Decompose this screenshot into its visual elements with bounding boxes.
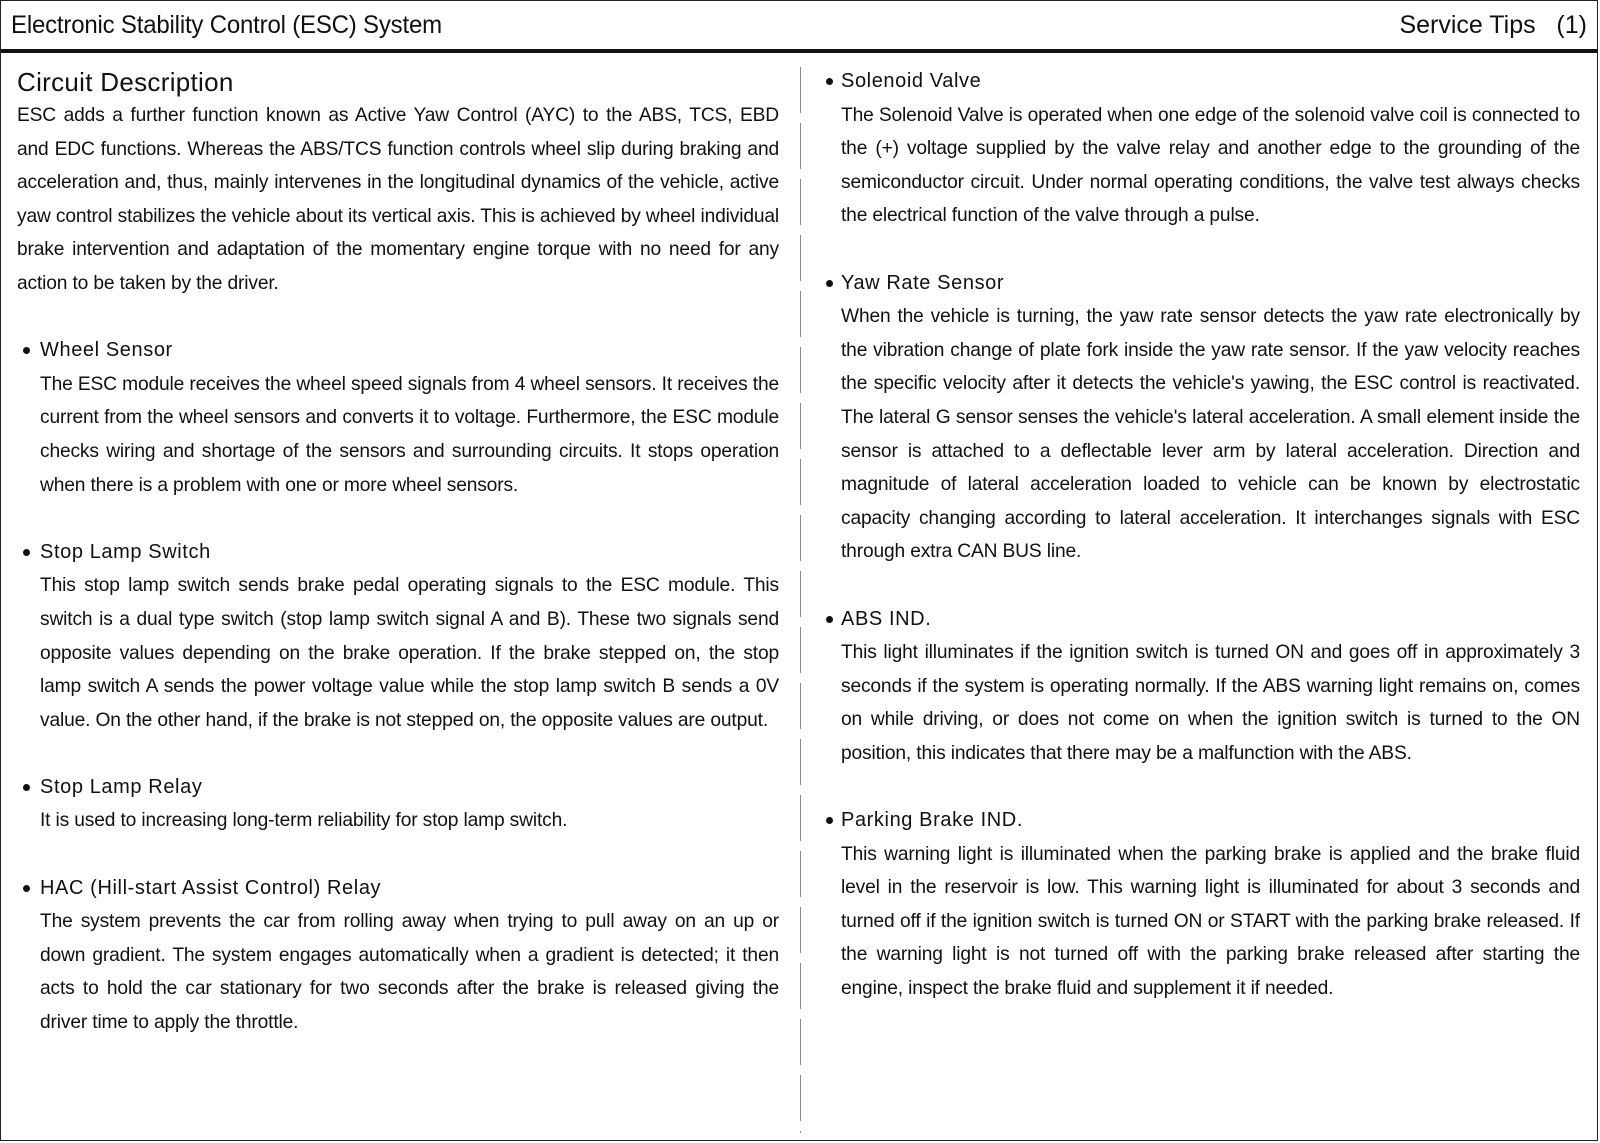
circuit-description-heading: Circuit Description — [17, 67, 234, 97]
section-stop-lamp-relay — [17, 771, 779, 838]
intro-paragraph: ESC adds a further function known as Active Yaw Control (AYC) to the ABS, TCS, EBD and EDC functions. Whereas the ABS/TCS function controls wheel slip during braking and acceleration and, thus, mainly intervenes in the longitudinal dynamics of the vehicle, active yaw control stabilizes the vehicle about its vertical axis. This is achieved by wheel individual brake intervention and adaptation of the momentary engine torque with no need for any action to be taken by the driver. — [17, 105, 779, 294]
section-title-text: ABS IND. — [841, 607, 932, 630]
section-title — [806, 804, 1580, 838]
section-title-text: Stop Lamp Relay — [40, 775, 203, 798]
section-title-text: HAC (Hill-start Assist Control) Relay — [40, 876, 382, 899]
header-rule — [1, 49, 1597, 53]
section-title — [806, 65, 1580, 99]
section-label: Service Tips (1) — [1399, 10, 1587, 39]
section-body: When the vehicle is turning, the yaw rate sensor detects the yaw rate electronically by the vibration change of plate fork inside the yaw rate sensor. If the yaw velocity reaches the specific velocity after it detects the vehicle's yawing, the ESC control is reactivated. The lateral G sensor senses the vehicle's lateral acceleration. A small element inside the sensor is attached to a deflectable lever arm by lateral acceleration. Direction and magnitude of lateral acceleration loaded to vehicle can be known by electrostatic capacity changing according to lateral acceleration. It interchanges signals with ESC through extra CAN BUS line. — [841, 306, 1580, 563]
section-body: This warning light is illuminated when the parking brake is applied and the brake fluid level in the reservoir is low. This warning light is illuminated for about 3 seconds and turned off if the ignition switch is turned ON or START with the parking brake released. If the warning light is not turned off with the parking brake released after starting the engine, inspect the brake fluid and supplement it if needed. — [841, 843, 1580, 1000]
column-divider — [800, 67, 801, 1133]
section-title-text: Stop Lamp Switch — [40, 540, 211, 563]
left-column — [17, 65, 779, 1040]
section-title-text: Wheel Sensor — [40, 339, 173, 362]
bullet-icon — [23, 885, 30, 892]
section-title-text: Solenoid Valve — [841, 70, 982, 92]
section-body: The Solenoid Valve is operated when one edge of the solenoid valve coil is connected to the (+) voltage supplied by the valve relay and another edge to the grounding of the semiconductor circuit. Under normal operating conditions, the valve test always checks the electrical function of the valve through a pulse. — [841, 104, 1580, 227]
section-parking-brake-ind — [806, 804, 1580, 1006]
section-title — [806, 603, 1580, 637]
section-body: This stop lamp switch sends brake pedal operating signals to the ESC module. This switch is a dual type switch (stop lamp switch signal A and B). These two signals send opposite values depending on the brake operation. If the brake stepped on, the stop lamp switch A sends the power voltage value while the stop lamp switch B sends a 0V value. On the other hand, if the brake is not stepped on, the opposite values are output. — [40, 575, 779, 731]
section-body: It is used to increasing long-term reliability for stop lamp switch. — [40, 810, 568, 832]
section-solenoid-valve — [806, 65, 1580, 233]
bullet-icon — [826, 616, 833, 623]
section-stop-lamp-switch — [17, 536, 779, 738]
page-header — [1, 1, 1597, 49]
section-yaw-rate-sensor — [806, 267, 1580, 569]
section-body: The ESC module receives the wheel speed signals from 4 wheel sensors. It receives the current from the wheel sensors and converts it to voltage. Furthermore, the ESC module checks wiring and shortage of the sensors and surrounding circuits. It stops operation when there is a problem with one or more wheel sensors. — [40, 373, 779, 496]
section-hac-relay — [17, 872, 779, 1040]
document-title: Electronic Stability Control (ESC) System — [11, 10, 442, 39]
bullet-icon — [23, 549, 30, 556]
section-body: This light illuminates if the ignition switch is turned ON and goes off in approximately 3 seconds if the system is operating normally. If the ABS warning light remains on, comes on while driving, or does not come on when the ignition switch is turned to the ON position, this indicates that there may be a malfunction with the ABS. — [841, 642, 1580, 764]
section-title — [17, 334, 779, 368]
bullet-icon — [826, 78, 833, 85]
section-title — [17, 536, 779, 570]
section-title — [17, 771, 779, 805]
section-abs-ind — [806, 603, 1580, 771]
bullet-icon — [826, 280, 833, 287]
section-title-text: Yaw Rate Sensor — [841, 271, 1005, 294]
right-column — [806, 65, 1580, 1006]
section-body: The system prevents the car from rolling away when trying to pull away on an up or down gradient. The system engages automatically when a gradient is detected; it then acts to hold the car stationary for two seconds after the brake is released giving the driver time to apply the throttle. — [40, 911, 779, 1034]
bullet-icon — [826, 817, 833, 824]
bullet-icon — [23, 784, 30, 791]
section-title — [17, 872, 779, 906]
bullet-icon — [23, 347, 30, 354]
section-title — [806, 267, 1580, 301]
section-wheel-sensor — [17, 334, 779, 502]
section-title-text: Parking Brake IND. — [841, 809, 1023, 832]
